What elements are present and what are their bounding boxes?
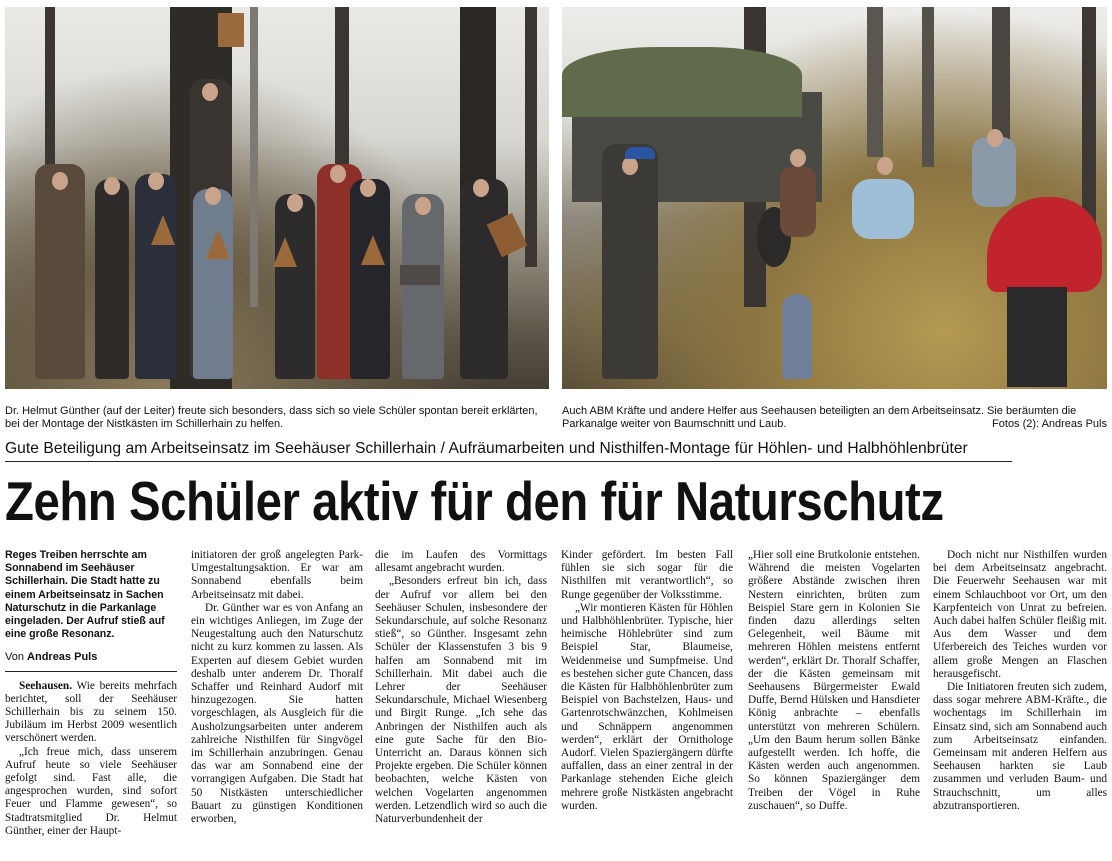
article-lead: Reges Treiben herrschte am Sonnabend im Seehäuser Schillerhain. Die Stadt hatte zu einem Arbeitseinsatz in Sachen Naturschutz in die Parkanlage eingeladen. Der Aufruf stieß auf eine große Resonanz. <box>5 549 165 641</box>
article-paragraph <box>5 680 177 746</box>
dateline: Seehausen. <box>19 679 73 692</box>
photo-credit: Fotos (2): Andreas Puls <box>992 418 1107 431</box>
byline-author: Andreas Puls <box>27 651 98 664</box>
article-paragraph: „Ich freue mich, dass unserem Aufruf heute so viele Seehäuser gefolgt sind. Fast alle, die angesprochen wurden, sind sofort Feuer und Flamme gewesen“, so Stadtratsmitglied Dr. Helmut Günther, einer der Haupt- <box>5 745 177 837</box>
article-paragraph: „Hier soll eine Brutkolonie entstehen. Während die meisten Vogelarten größere Abstände zwischen ihren Nestern einrichten, brüten zum Beispiel Stare gern in Kolonien Sie finden dazu allerdings selten Gelegenheit, weil Bäume mit mehreren Höhlen meistens entfernt werden“, erklärt Dr. Thoralf Schaffer, der die Kästen gemeinsam mit Seehausens Bürgermeister Ewald Duffe, Bernd Hülsken und Hansdieter König anbrachte – ebenfalls unterstützt von mehreren Schülern. „Um den Baum herum sollen Bänke aufgestellt werden. Ich hoffe, die Kästen werden auch angenommen. So können Spaziergänger dem Treiben der Vögel in Ruhe zuschauen“, so Duffe. <box>748 549 920 812</box>
subheadline: Gute Beteiligung am Arbeitseinsatz im Seehäuser Schillerhain / Aufräumarbeiten und Nisthilfen-Montage für Höhlen- und Halbhöhlenbrüter <box>5 440 968 457</box>
article-paragraph: Doch nicht nur Nisthilfen wurden bei dem Arbeitseinsatz angebracht. Die Feuerwehr Seehausen war mit einem Schlauchboot vor Ort, um den Karpfenteich von Unrat zu befreien. Auch dabei halfen Schüler fleißig mit. Aus dem Wasser und dem Uferbereich des Teiches wurden vor allem große Mengen an Flaschen herausgefischt. <box>933 549 1107 680</box>
photo-caption-right <box>562 405 1107 432</box>
article-column-2 <box>191 549 363 826</box>
article-column-6 <box>933 549 1107 813</box>
paragraph-text: Wie bereits mehrfach berichtet, soll der Seehäuser Schillerhain bis zu seinem 150. Jubiläum im Herbst 2009 wesentlich verschönert werden. <box>5 679 178 745</box>
article-paragraph: „Wir montieren Kästen für Höhlen und Halbhöhlenbrüter. Typische, hier heimische Höhlebrüter sind zum Beispiel Star, Blaumeise, Weidenmeise und Sumpfmeise. Und es bestehen sicher gute Chancen, dass die Kästen für Halbhöhlenbrüter zum Beispiel von Bachstelzen, Haus- und Gartenrotschwänzchen, Kohlmeisen und Schnäppern angenommen werden“, erklärt der Ornithologe Audorf. Vielen Spaziergängern dürfte auffallen, dass an einer zentral in der Parkanlage stehenden Eiche gleich mehrere große Nistkästen angebracht wurden. <box>561 601 733 812</box>
article-paragraph: die im Laufen des Vormittags allesamt angebracht wurden. <box>375 549 547 575</box>
byline <box>5 651 177 671</box>
article-paragraph: Dr. Günther war es von Anfang an ein wichtiges Anliegen, im Zuge der Neugestaltung auch den Naturschutz nicht zu kurz kommen zu lassen. Als Experten auf diesem Gebiet wurden deshalb unter anderem Dr. Thoralf Schaffer und Reinhard Audorf mit hinzugezogen. Sie hatten vorgeschlagen, als Ausgleich für die Ausholzungsarbeiten unter anderem zahlreiche Nisthilfen für Singvögel im Schillerhain anzubringen. Genau das war am Sonnabend eine der vorrangigen Aufgaben. Die Stadt hat 50 Nistkästen unterschiedlicher Bauart zu günstigen Konditionen erworben, <box>191 601 363 826</box>
photo-schoolchildren-nest-boxes <box>5 7 549 389</box>
article-column-4 <box>561 549 733 813</box>
photo-caption-right-text: Auch ABM Kräfte und andere Helfer aus Seehausen beteiligten an dem Arbeitseinsatz. Sie beräumten die Parkanalge weiter von Baumschnitt und Laub. <box>562 405 1077 431</box>
article-paragraph: „Besonders erfreut bin ich, dass der Aufruf vor allem bei den Seehäuser Schulen, insbesondere der Sekundarschule, auf solche Resonanz stieß“, so Günther. Insgesamt zehn Schüler der Klassenstufen 3 bis 9 halfen am Sonnabend mit im Schillerhain. Mit dabei auch die Lehrer der Seehäuser Sekundarschule, Michael Wiesenberg und Birgit Runge. „Ich sehe das Anbringen der Nisthilfen auch als eine gute Sache für den Bio-Unterricht an. Daraus können sich Projekte ergeben. Die Schüler können beobachten, welche Kästen von welchen Vogelarten angenommen werden. Letzendlich wird so auch die Naturverbundenheit der <box>375 575 547 826</box>
article-column-1 <box>5 549 177 838</box>
byline-prefix: Von <box>5 651 24 664</box>
article-column-3 <box>375 549 547 826</box>
article-paragraph: initiatoren der groß angelegten Park-Umgestaltungsaktion. Er war am Sonnabend ebenfalls beim Arbeitseinsatz mit dabei. <box>191 549 363 601</box>
subheadline-rule <box>5 461 1012 462</box>
article-column-5 <box>748 549 920 813</box>
headline: Zehn Schüler aktiv für den für Naturschutz <box>5 470 944 532</box>
article-paragraph: Kinder gefördert. Im besten Fall fühlen sie sich sogar für die Nisthilfen mit verantwortlich“, so Runge gegenüber der Volksstimme. <box>561 549 733 601</box>
photo-caption-left: Dr. Helmut Günther (auf der Leiter) freute sich besonders, dass sich so viele Schüler spontan bereit erklärten, bei der Montage der Nistkästen im Schillerhain zu helfen. <box>5 405 538 431</box>
photo-helpers-clearing-leaves <box>562 7 1107 389</box>
article-paragraph: Die Initiatoren freuten sich zudem, dass sogar mehrere ABM-Kräfte., die wochentags im Schillerhain im Einsatz sind, sich am Sonnabend auch zum Arbeitseinsatz einfanden. Gemeinsam mit anderen Helfern aus Seehausen harkten sie Laub zusammen und verluden Baum- und Strauchschnitt, um alles abzutransportieren. <box>933 681 1107 812</box>
